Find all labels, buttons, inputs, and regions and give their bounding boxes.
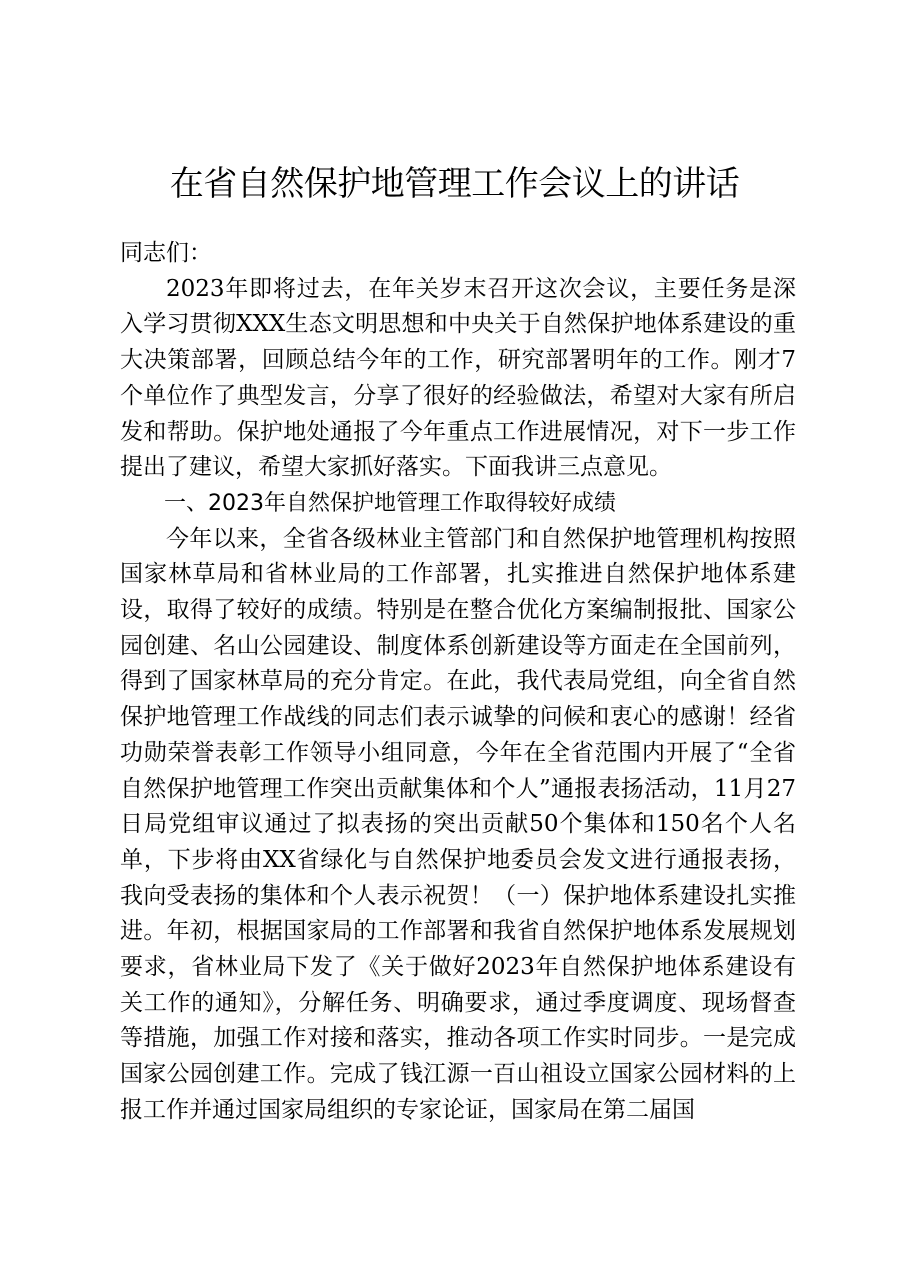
paragraph: 2023年即将过去，在年关岁末召开这次会议，主要任务是深入学习贯彻XXX生态文明思想和中央关于自然保护地体系建设的重大决策部署，回顾总结今年的工作，研究部署明年的工作。刚才7个单位作了典型发言，分享了很好的经验做法，希望对大家有所启发和帮助。保护地处通报了今年重点工作进展情况，对下一步工作提出了建议，希望大家抓好落实。下面我讲三点意见。 — [120, 275, 796, 481]
document-title: 在省自然保护地管理工作会议上的讲话 — [169, 164, 740, 204]
document-body — [120, 236, 796, 1129]
salutation: 同志们： — [120, 240, 212, 266]
paragraph: 今年以来，全省各级林业主管部门和自然保护地管理机构按照国家林草局和省林业局的工作部署，扎实推进自然保护地体系建设，取得了较好的成绩。特别是在整合优化方案编制报批、国家公园创建、名山公园建设、制度体系创新建设等方面走在全国前列，得到了国家林草局的充分肯定。在此，我代表局党组，向全省自然保护地管理工作战线的同志们表示诚挚的问候和衷心的感谢！经省功勋荣誉表彰工作领导小组同意，今年在全省范围内开展了“全省自然保护地管理工作突出贡献集体和个人”通报表扬活动，11月27日局党组审议通过了拟表扬的突出贡献50个集体和150名个人名单，下步将由XX省绿化与自然保护地委员会发文进行通报表扬，我向受表扬的集体和个人表示祝贺！（一）保护地体系建设扎实推进。年初，根据国家局的工作部署和我省自然保护地体系发展规划要求，省林业局下发了《关于做好2023年自然保护地体系建设有关工作的通知》，分解任务、明确要求，通过季度调度、现场督查等措施，加强工作对接和落实，推动各项工作实时同步。一是完成国家公园创建工作。完成了钱江源一百山祖设立国家公园材料的上报工作并通过国家局组织的专家论证，国家局在第二届国 — [120, 525, 796, 1123]
section-heading: 一、2023年自然保护地管理工作取得较好成绩 — [164, 490, 616, 516]
